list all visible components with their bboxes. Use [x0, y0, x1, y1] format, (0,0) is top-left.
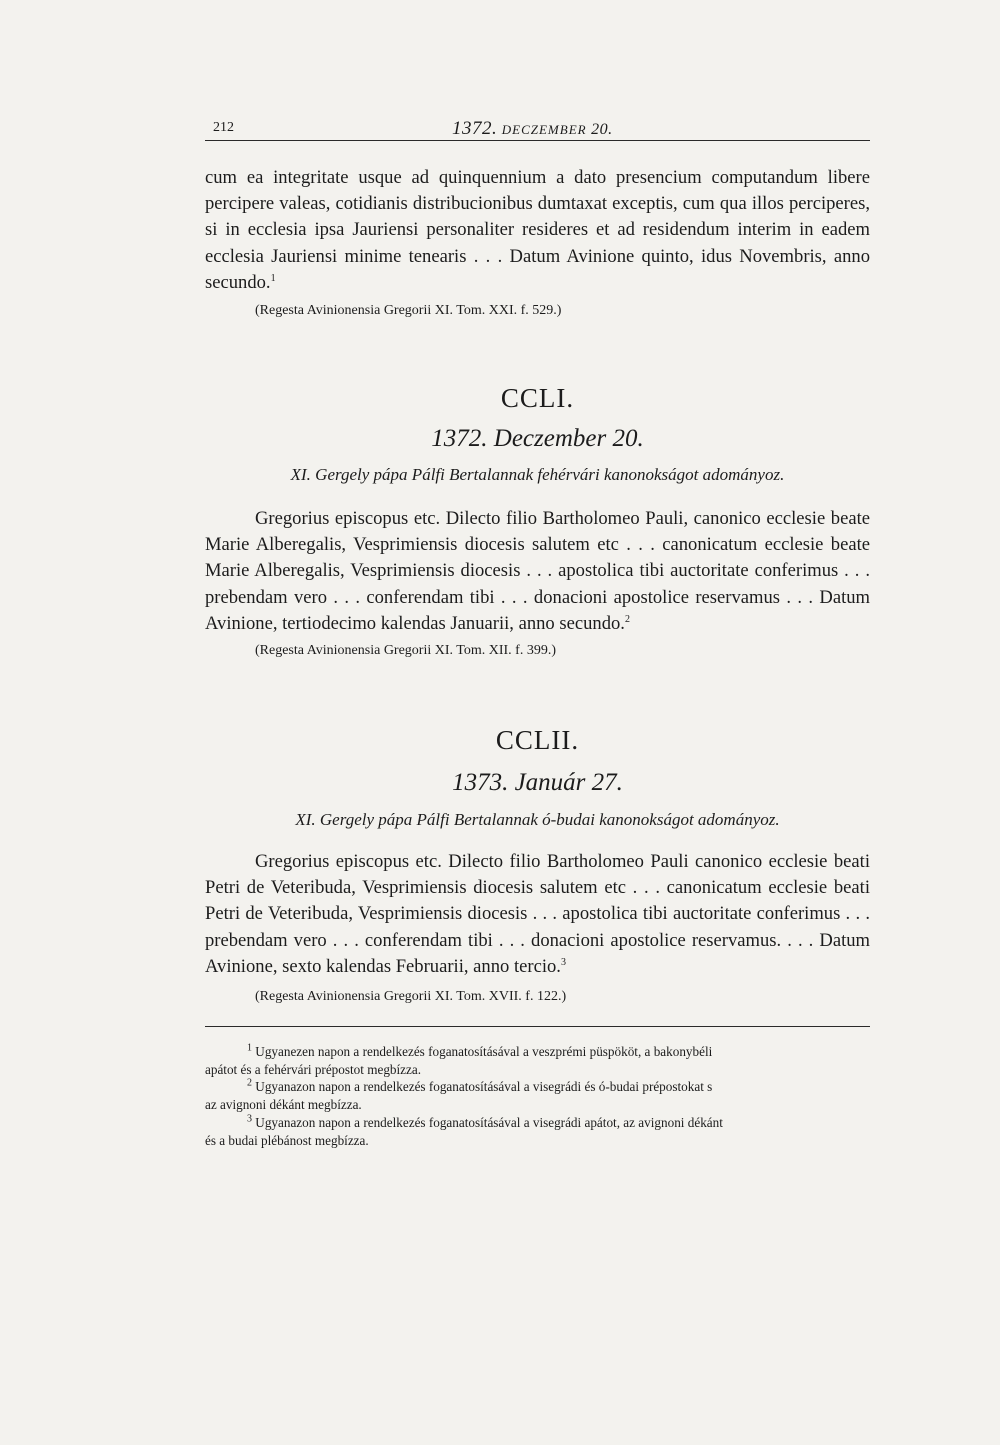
footnote-separator: [205, 1026, 870, 1027]
footnote-mark-wrap: [205, 1044, 255, 1059]
document-text-body: Gregorius episcopus etc. Dilecto filio Bartholomeo Pauli, canonico ecclesie beate Marie Alberegalis, Vesprimiensis diocesis salutem etc . . . canonicatum ecclesie beate Marie Alberegalis, Vesprimiensis diocesis . . . apostolica tibi auctoritate conferimus . . . prebendam vero . . . conferendam tibi . . . donacioni apostolice reservamus . . . Datum Avinione, tertiodecimo kalendas Januarii, anno secundo.: [205, 508, 870, 634]
footnote-lead: Ugyanazon napon a rendelkezés foganatosításával a visegrádi apátot, az avignoni dékánt: [255, 1114, 723, 1130]
running-title: [452, 118, 613, 140]
continuation-paragraph: [205, 165, 870, 296]
footnote-mark: 2: [247, 1078, 252, 1090]
running-month: DECZEMBER: [501, 122, 587, 137]
footnote: [205, 1078, 870, 1113]
source-citation: (Regesta Avinionensia Gregorii XI. Tom. XII. f. 399.): [255, 643, 556, 659]
document-summary: XI. Gergely pápa Pálfi Bertalannak ó-budai kanonokságot adományoz.: [295, 810, 780, 830]
page-number: 212: [213, 120, 234, 135]
document-summary: XI. Gergely pápa Pálfi Bertalannak fehérvári kanonokságot adományoz.: [290, 465, 785, 485]
source-citation: (Regesta Avinionensia Gregorii XI. Tom. XXI. f. 529.): [255, 303, 562, 319]
footnote: [205, 1114, 870, 1149]
continuation-text: cum ea integritate usque ad quinquennium a dato presencium computandum libere percipere valeas, cotidianis distribucionibus dumtaxat exceptis, cum qua illos perciperes, si in ecclesia ipsa Jauriensi personaliter resideres et ad residendum interim in eadem ecclesia Jauriensi minime tenearis . . . Datum Avinione quinto, idus Novembris, anno secundo.: [205, 167, 870, 293]
running-day: 20.: [591, 121, 613, 138]
footnote-lead: Ugyanazon napon a rendelkezés foganatosításával a visegrádi és ó-budai prépostokat s: [255, 1079, 713, 1095]
footnote-ref: 2: [624, 613, 630, 625]
footnote-mark-wrap: [205, 1079, 255, 1094]
footnote-lead: Ugyanezen napon a rendelkezés foganatosításával a veszprémi püspököt, a bakonybéli: [255, 1044, 713, 1060]
document-date: 1373. Január 27.: [452, 769, 623, 797]
document-date: 1372. Deczember 20.: [431, 425, 644, 453]
footnote: [205, 1043, 870, 1078]
book-page: [205, 112, 870, 1149]
footnote-mark-wrap: [205, 1115, 255, 1130]
document-text: [205, 506, 870, 637]
document-number: CCLII.: [495, 725, 580, 756]
running-year: 1372.: [452, 118, 498, 139]
footnote-ref: 3: [560, 956, 566, 968]
footnotes: [205, 1043, 870, 1149]
footnote-rest: az avignoni dékánt megbízza.: [205, 1097, 362, 1113]
footnote-ref: 1: [270, 272, 276, 284]
footnote-mark: 1: [247, 1042, 252, 1054]
document-text-body: Gregorius episcopus etc. Dilecto filio Bartholomeo Pauli canonico ecclesie beati Petri de Veteribuda, Vesprimiensis diocesis salutem etc . . . canonicatum ecclesie beati Petri de Veteribuda, Vesprimiensis diocesis . . . apostolica tibi auctoritate conferimus . . . prebendam vero . . . conferendam tibi . . . donacioni apostolice reservamus. . . . Datum Avinione, sexto kalendas Februarii, anno tercio.: [205, 851, 870, 977]
document-number: CCLI.: [500, 383, 575, 414]
footnote-rest: apátot és a fehérvári prépostot megbízza.: [205, 1061, 422, 1077]
source-citation: (Regesta Avinionensia Gregorii XI. Tom. XVII. f. 122.): [255, 989, 567, 1005]
running-header: [205, 112, 870, 141]
footnote-rest: és a budai plébánost megbízza.: [205, 1132, 369, 1148]
document-text: [205, 849, 870, 980]
footnote-mark: 3: [247, 1113, 252, 1125]
